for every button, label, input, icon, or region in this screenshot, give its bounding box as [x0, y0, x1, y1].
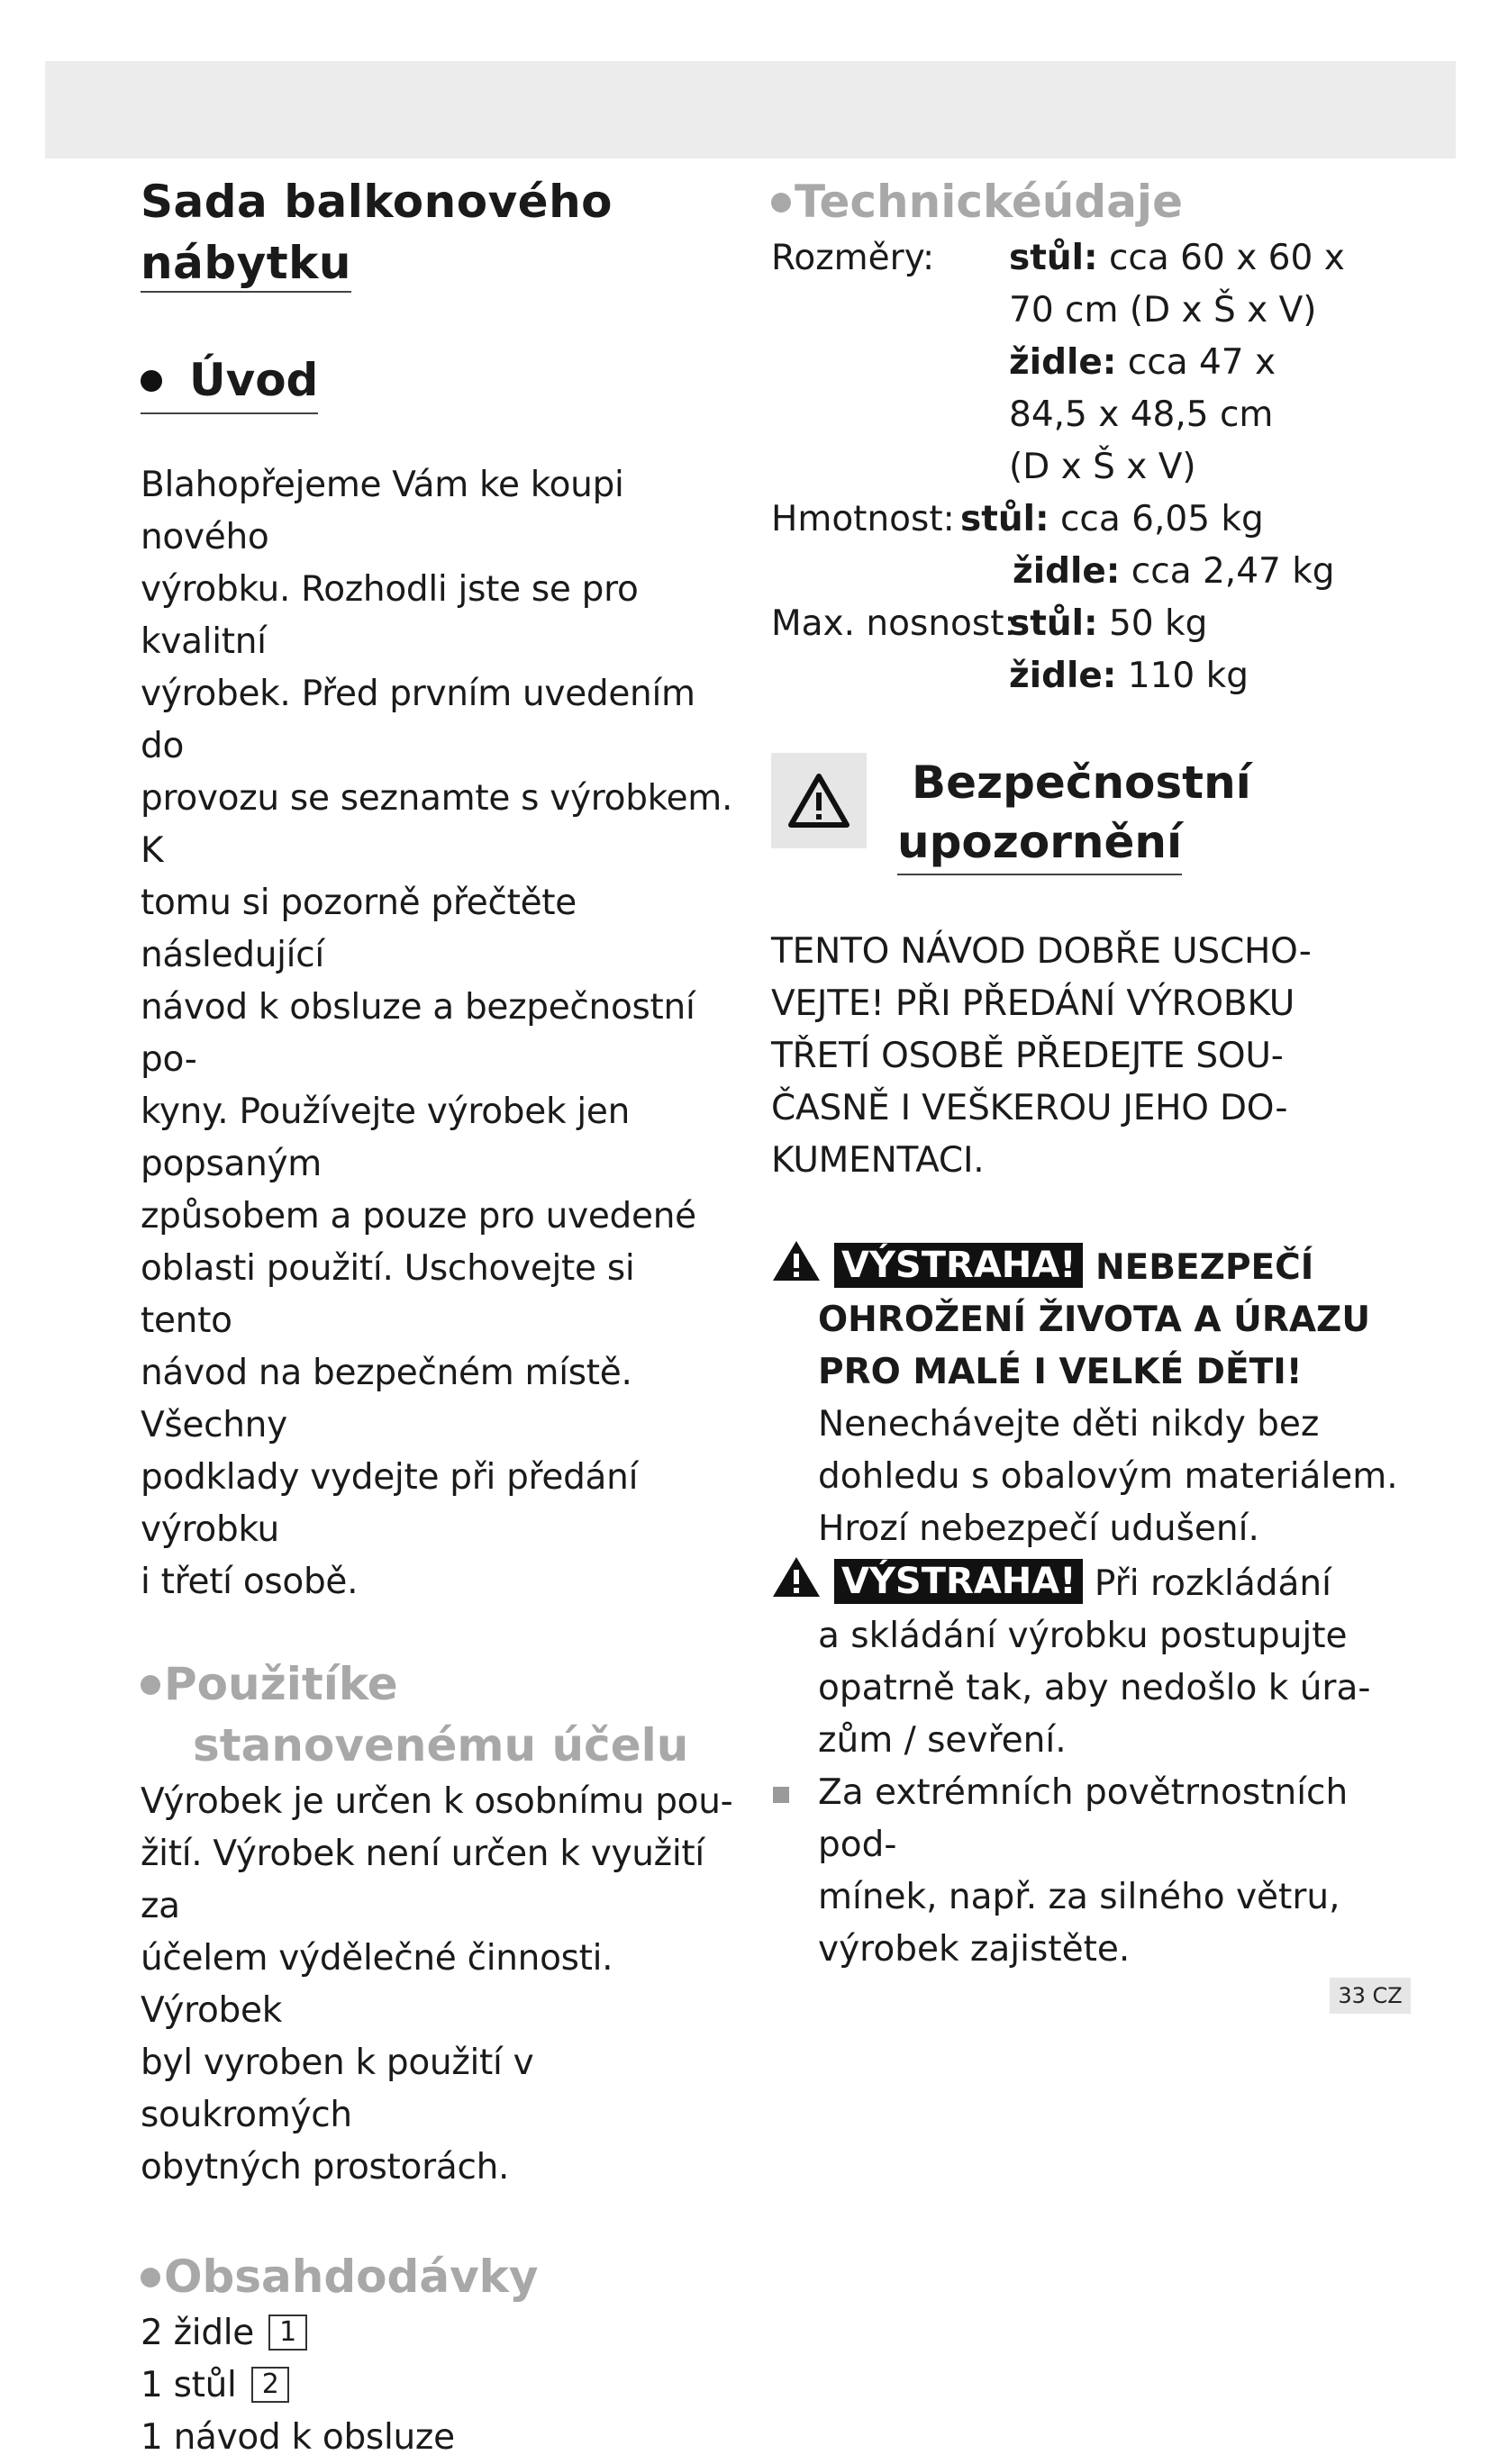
spec-dimensions: Rozměry: stůl: cca 60 x 60 x 70 cm (D x Š x V) židle: cca 47 x 84,5 x 48,5 cm (D x Š x V)	[771, 238, 1345, 487]
bullet-dot-icon	[141, 370, 162, 392]
contents-list	[141, 2307, 735, 2464]
intro-text: Blahopřejeme Vám ke koupi nového výrobku. Rozhodli jste se pro kvalitní výrobek. Před prvním uvedením do provozu se seznamte s výrobkem. K tomu si pozorně přečtěte následující návod k obsluze a bezpečnostní po- kyny. Používejte výrobek jen popsaným způsobem a pouze pro uvedené oblasti použití. Uschovejte si tento návod na bezpečném místě. Všechny podklady vydejte při předání výrobku i třetí osobě.	[141, 465, 733, 1602]
usage-text: Výrobek je určen k osobnímu pou- žití. Výrobek není určen k využití za účelem výdělečné činnosti. Výrobek byl vyroben k použití v soukromých obytných prostorách.	[141, 1781, 733, 2188]
bullet-dot-icon	[141, 2268, 160, 2287]
warning-triangle-icon	[771, 1555, 822, 1599]
document-title: Sada balkonového nábytku	[141, 171, 735, 294]
bullet-dot-icon	[771, 193, 791, 213]
list-item: 1 návod k obsluze	[141, 2417, 455, 2458]
figure-ref-box: 1	[268, 2315, 307, 2351]
usage-heading: Použitíke stanovenému účelu	[141, 1653, 735, 1776]
left-column	[141, 171, 735, 2464]
warning-block-1: VÝSTRAHA! NEBEZPEČÍ OHROŽENÍ ŽIVOTA A ÚRAZU PRO MALÉ I VELKÉ DĚTI! Nenechávejte děti nikdy bez dohledu s obalovým materiálem. Hrozí nebezpečí udušení.	[771, 1239, 1402, 1555]
warning-triangle-icon	[771, 1239, 822, 1282]
warning-tag: VÝSTRAHA!	[834, 1243, 1083, 1288]
tech-heading: Technickéúdaje	[771, 171, 1402, 232]
list-item: 2 židle 1	[141, 2307, 735, 2360]
safety-heading: Bezpečnostní upozornění	[771, 753, 1402, 875]
header-band	[45, 61, 1456, 159]
list-item: Za extrémních povětrnostních pod- mínek, např. za silného větru, výrobek zajistěte.	[771, 1767, 1402, 1976]
spec-load: Max. nosnost: stůl: 50 kg židle: 110 kg	[771, 603, 1249, 696]
figure-ref-box: 2	[251, 2367, 290, 2403]
page-number: 33 CZ	[1330, 1978, 1411, 2014]
contents-heading: Obsahdodávky	[141, 2246, 735, 2307]
warning-triangle-icon	[771, 753, 867, 848]
list-item: 1 stůl 2	[141, 2360, 735, 2412]
intro-heading: Úvod	[141, 349, 735, 414]
right-column	[771, 171, 1402, 1976]
bullet-dot-icon	[141, 1675, 160, 1695]
spec-weight: Hmotnost: stůl: cca 6,05 kg židle: cca 2,47 kg	[771, 499, 1335, 592]
warning-block-2: VÝSTRAHA! Při rozkládání a skládání výrobku postupujte opatrně tak, aby nedošlo k úra- zům / sevření.	[771, 1555, 1402, 1767]
warning-tag: VÝSTRAHA!	[834, 1559, 1083, 1604]
square-bullet-icon	[773, 1787, 789, 1803]
safety-caps-text: TENTO NÁVOD DOBŘE USCHO- VEJTE! PŘI PŘEDÁNÍ VÝROBKU TŘETÍ OSOBĚ PŘEDEJTE SOU- ČASNĚ I VEŠKEROU JEHO DO- KUMENTACI.	[771, 931, 1312, 1181]
